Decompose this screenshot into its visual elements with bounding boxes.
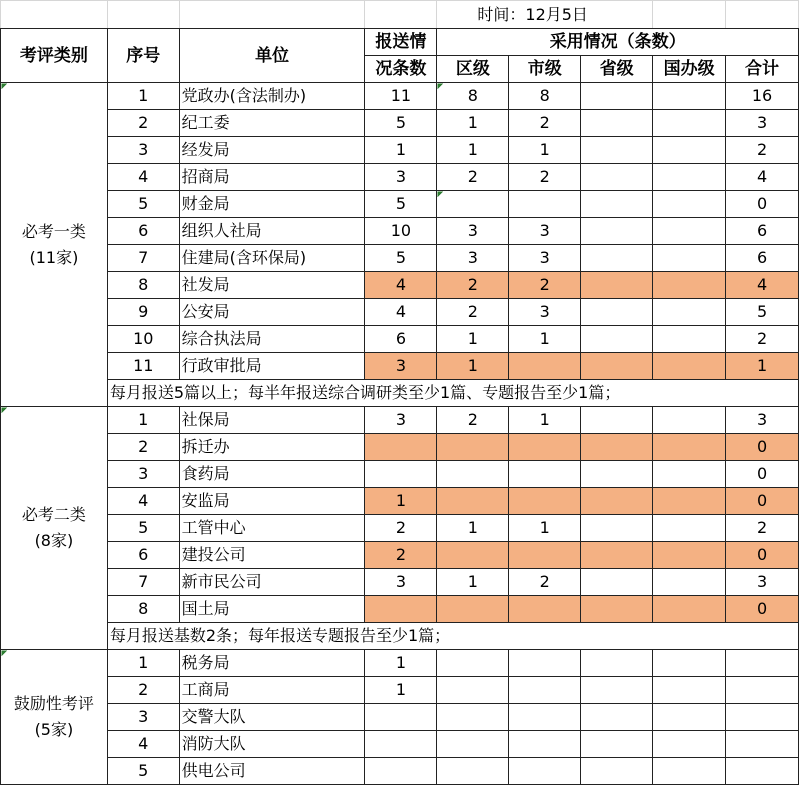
national-cell[interactable] — [653, 326, 726, 353]
cell[interactable] — [179, 1, 365, 29]
table-row — [1, 731, 799, 758]
city-cell[interactable]: 8 — [509, 83, 581, 110]
province-cell[interactable] — [581, 542, 653, 569]
seq-cell[interactable]: 6 — [107, 218, 179, 245]
city-cell[interactable]: 1 — [509, 407, 581, 434]
note-row — [1, 623, 799, 650]
province-cell[interactable] — [581, 299, 653, 326]
national-cell[interactable] — [653, 488, 726, 515]
table-row — [1, 272, 799, 299]
unit-cell[interactable]: 拆迁办 — [179, 434, 365, 461]
province-cell[interactable] — [581, 353, 653, 380]
district-cell[interactable] — [437, 677, 509, 704]
unit-cell[interactable]: 建投公司 — [179, 542, 365, 569]
national-cell[interactable] — [653, 245, 726, 272]
city-cell[interactable] — [509, 677, 581, 704]
district-cell[interactable]: 8 — [437, 83, 509, 110]
unit-cell[interactable]: 纪工委 — [179, 110, 365, 137]
report-cell[interactable]: 2 — [365, 542, 437, 569]
total-cell[interactable]: 1 — [726, 353, 799, 380]
total-cell[interactable] — [726, 758, 799, 785]
city-cell[interactable]: 3 — [509, 245, 581, 272]
city-cell[interactable]: 1 — [509, 515, 581, 542]
province-cell[interactable] — [581, 164, 653, 191]
seq-cell[interactable]: 8 — [107, 272, 179, 299]
total-cell[interactable]: 6 — [726, 245, 799, 272]
city-cell[interactable] — [509, 191, 581, 218]
district-cell[interactable]: 3 — [437, 245, 509, 272]
national-cell[interactable] — [653, 137, 726, 164]
table-row — [1, 299, 799, 326]
city-cell[interactable] — [509, 758, 581, 785]
national-cell[interactable] — [653, 677, 726, 704]
national-cell[interactable] — [653, 353, 726, 380]
seq-cell[interactable]: 5 — [107, 191, 179, 218]
header-city[interactable]: 市级 — [509, 56, 581, 83]
total-cell[interactable]: 5 — [726, 299, 799, 326]
province-cell[interactable] — [581, 110, 653, 137]
province-cell[interactable] — [581, 191, 653, 218]
national-cell[interactable] — [653, 110, 726, 137]
seq-cell[interactable]: 4 — [107, 164, 179, 191]
district-cell[interactable]: 2 — [437, 164, 509, 191]
category-name: 必考一类 — [21, 221, 86, 241]
table-row — [1, 488, 799, 515]
report-cell[interactable]: 1 — [365, 650, 437, 677]
seq-cell[interactable]: 1 — [107, 650, 179, 677]
report-cell[interactable]: 3 — [365, 164, 437, 191]
table-row — [1, 407, 799, 434]
total-cell[interactable]: 0 — [726, 488, 799, 515]
national-cell[interactable] — [653, 461, 726, 488]
table-row — [1, 758, 799, 785]
unit-cell[interactable]: 组织人社局 — [179, 218, 365, 245]
seq-cell[interactable]: 7 — [107, 245, 179, 272]
report-cell[interactable]: 4 — [365, 272, 437, 299]
header-unit[interactable]: 单位 — [179, 29, 365, 83]
table-row — [1, 542, 799, 569]
header-row-1 — [1, 29, 799, 56]
district-cell[interactable]: 2 — [437, 407, 509, 434]
unit-cell[interactable]: 安监局 — [179, 488, 365, 515]
header-national[interactable]: 国办级 — [653, 56, 726, 83]
national-cell[interactable] — [653, 704, 726, 731]
table-row — [1, 218, 799, 245]
district-cell[interactable]: 2 — [437, 272, 509, 299]
district-cell[interactable]: 1 — [437, 326, 509, 353]
total-cell[interactable] — [726, 731, 799, 758]
district-cell[interactable]: 1 — [437, 515, 509, 542]
unit-cell[interactable]: 经发局 — [179, 137, 365, 164]
national-cell[interactable] — [653, 164, 726, 191]
total-cell[interactable] — [726, 704, 799, 731]
cell[interactable] — [1, 1, 108, 29]
cell[interactable] — [726, 1, 799, 29]
district-cell[interactable] — [437, 461, 509, 488]
city-cell[interactable]: 3 — [509, 218, 581, 245]
total-cell[interactable] — [726, 650, 799, 677]
total-cell[interactable]: 0 — [726, 191, 799, 218]
seq-cell[interactable]: 7 — [107, 569, 179, 596]
report-cell[interactable]: 2 — [365, 515, 437, 542]
date-row — [1, 1, 799, 29]
national-cell[interactable] — [653, 596, 726, 623]
total-cell[interactable]: 4 — [726, 164, 799, 191]
report-cell[interactable]: 3 — [365, 569, 437, 596]
total-cell[interactable] — [726, 677, 799, 704]
report-cell[interactable] — [365, 731, 437, 758]
district-cell[interactable] — [437, 434, 509, 461]
city-cell[interactable]: 3 — [509, 299, 581, 326]
district-cell[interactable]: 1 — [437, 353, 509, 380]
district-cell[interactable]: 3 — [437, 218, 509, 245]
report-cell[interactable]: 6 — [365, 326, 437, 353]
national-cell[interactable] — [653, 569, 726, 596]
header-seq[interactable]: 序号 — [107, 29, 179, 83]
province-cell[interactable] — [581, 758, 653, 785]
table-row — [1, 704, 799, 731]
seq-cell[interactable]: 3 — [107, 704, 179, 731]
province-cell[interactable] — [581, 731, 653, 758]
table-row — [1, 191, 799, 218]
city-cell[interactable] — [509, 434, 581, 461]
seq-cell[interactable]: 3 — [107, 461, 179, 488]
total-cell[interactable]: 0 — [726, 461, 799, 488]
city-cell[interactable] — [509, 461, 581, 488]
seq-cell[interactable]: 9 — [107, 299, 179, 326]
province-cell[interactable] — [581, 650, 653, 677]
category-count: (11家) — [29, 247, 79, 267]
category-cell[interactable] — [1, 650, 108, 785]
province-cell[interactable] — [581, 245, 653, 272]
district-cell[interactable] — [437, 704, 509, 731]
national-cell[interactable] — [653, 407, 726, 434]
unit-cell[interactable]: 供电公司 — [179, 758, 365, 785]
province-cell[interactable] — [581, 434, 653, 461]
seq-cell[interactable]: 5 — [107, 758, 179, 785]
city-cell[interactable] — [509, 542, 581, 569]
total-cell[interactable]: 0 — [726, 596, 799, 623]
report-cell[interactable]: 11 — [365, 83, 437, 110]
cell[interactable] — [365, 1, 437, 29]
report-cell[interactable]: 3 — [365, 353, 437, 380]
table-row — [1, 326, 799, 353]
category-cell[interactable] — [1, 407, 108, 650]
province-cell[interactable] — [581, 326, 653, 353]
district-cell[interactable]: 1 — [437, 569, 509, 596]
national-cell[interactable] — [653, 758, 726, 785]
province-cell[interactable] — [581, 272, 653, 299]
seq-cell[interactable]: 1 — [107, 83, 179, 110]
total-cell[interactable]: 4 — [726, 272, 799, 299]
total-cell[interactable]: 2 — [726, 137, 799, 164]
seq-cell[interactable]: 6 — [107, 542, 179, 569]
unit-cell[interactable]: 工管中心 — [179, 515, 365, 542]
total-cell[interactable]: 2 — [726, 326, 799, 353]
province-cell[interactable] — [581, 407, 653, 434]
unit-cell[interactable]: 招商局 — [179, 164, 365, 191]
unit-cell[interactable]: 住建局(含环保局) — [179, 245, 365, 272]
national-cell[interactable] — [653, 218, 726, 245]
unit-cell[interactable]: 财金局 — [179, 191, 365, 218]
category-cell[interactable] — [1, 83, 108, 407]
city-cell[interactable] — [509, 650, 581, 677]
table-row — [1, 164, 799, 191]
seq-cell[interactable]: 5 — [107, 515, 179, 542]
unit-cell[interactable]: 工商局 — [179, 677, 365, 704]
requirement-note[interactable]: 每月报送5篇以上；每半年报送综合调研类至少1篇、专题报告至少1篇； — [107, 380, 798, 407]
report-cell[interactable]: 5 — [365, 191, 437, 218]
national-cell[interactable] — [653, 299, 726, 326]
cell[interactable] — [107, 1, 179, 29]
total-cell[interactable]: 3 — [726, 110, 799, 137]
total-cell[interactable]: 0 — [726, 542, 799, 569]
district-cell[interactable] — [437, 650, 509, 677]
report-cell[interactable]: 3 — [365, 407, 437, 434]
city-cell[interactable]: 2 — [509, 110, 581, 137]
table-row — [1, 515, 799, 542]
unit-cell[interactable]: 党政办(含法制办) — [179, 83, 365, 110]
seq-cell[interactable]: 2 — [107, 677, 179, 704]
table-row — [1, 83, 799, 110]
district-cell[interactable] — [437, 542, 509, 569]
category-count: (8家) — [34, 531, 74, 550]
table-row — [1, 353, 799, 380]
header-category[interactable]: 考评类别 — [1, 29, 108, 83]
total-cell[interactable]: 0 — [726, 434, 799, 461]
total-cell[interactable]: 16 — [726, 83, 799, 110]
category-name: 必考二类 — [21, 505, 86, 524]
city-cell[interactable] — [509, 704, 581, 731]
national-cell[interactable] — [653, 434, 726, 461]
national-cell[interactable] — [653, 83, 726, 110]
district-cell[interactable] — [437, 488, 509, 515]
cell[interactable] — [653, 1, 726, 29]
header-district[interactable]: 区级 — [437, 56, 509, 83]
province-cell[interactable] — [581, 569, 653, 596]
total-cell[interactable]: 3 — [726, 407, 799, 434]
unit-cell[interactable]: 交警大队 — [179, 704, 365, 731]
requirement-note[interactable]: 每月报送基数2条；每年报送专题报告至少1篇； — [107, 623, 798, 650]
city-cell[interactable]: 1 — [509, 326, 581, 353]
seq-cell[interactable]: 4 — [107, 731, 179, 758]
report-cell[interactable]: 5 — [365, 110, 437, 137]
district-cell[interactable] — [437, 758, 509, 785]
province-cell[interactable] — [581, 218, 653, 245]
header-report-line1[interactable]: 报送情 — [365, 29, 437, 56]
national-cell[interactable] — [653, 272, 726, 299]
national-cell[interactable] — [653, 542, 726, 569]
city-cell[interactable] — [509, 353, 581, 380]
table-row — [1, 245, 799, 272]
unit-cell[interactable]: 行政审批局 — [179, 353, 365, 380]
city-cell[interactable] — [509, 596, 581, 623]
unit-cell[interactable]: 税务局 — [179, 650, 365, 677]
city-cell[interactable]: 2 — [509, 272, 581, 299]
table-row — [1, 434, 799, 461]
header-province[interactable]: 省级 — [581, 56, 653, 83]
report-cell[interactable] — [365, 758, 437, 785]
province-cell[interactable] — [581, 488, 653, 515]
report-cell[interactable] — [365, 596, 437, 623]
province-cell[interactable] — [581, 461, 653, 488]
city-cell[interactable] — [509, 731, 581, 758]
unit-cell[interactable]: 公安局 — [179, 299, 365, 326]
category-name: 鼓励性考评 — [13, 694, 94, 713]
city-cell[interactable]: 2 — [509, 569, 581, 596]
national-cell[interactable] — [653, 191, 726, 218]
report-cell[interactable]: 5 — [365, 245, 437, 272]
table-row — [1, 137, 799, 164]
date-label[interactable]: 时间：12月5日 — [437, 1, 653, 29]
total-cell[interactable]: 3 — [726, 569, 799, 596]
seq-cell[interactable]: 3 — [107, 137, 179, 164]
table-row — [1, 677, 799, 704]
district-cell[interactable] — [437, 191, 509, 218]
district-cell[interactable]: 2 — [437, 299, 509, 326]
report-cell[interactable] — [365, 461, 437, 488]
seq-cell[interactable]: 2 — [107, 110, 179, 137]
table-row — [1, 110, 799, 137]
district-cell[interactable]: 1 — [437, 137, 509, 164]
total-cell[interactable]: 2 — [726, 515, 799, 542]
table-row — [1, 569, 799, 596]
unit-cell[interactable]: 食药局 — [179, 461, 365, 488]
report-cell[interactable] — [365, 704, 437, 731]
header-total[interactable]: 合计 — [726, 56, 799, 83]
header-report-line2[interactable]: 况条数 — [365, 56, 437, 83]
seq-cell[interactable]: 4 — [107, 488, 179, 515]
unit-cell[interactable]: 综合执法局 — [179, 326, 365, 353]
national-cell[interactable] — [653, 650, 726, 677]
category-count: (5家) — [34, 720, 74, 739]
seq-cell[interactable]: 8 — [107, 596, 179, 623]
province-cell[interactable] — [581, 596, 653, 623]
unit-cell[interactable]: 社保局 — [179, 407, 365, 434]
note-row — [1, 380, 799, 407]
unit-cell[interactable]: 社发局 — [179, 272, 365, 299]
national-cell[interactable] — [653, 515, 726, 542]
report-cell[interactable]: 1 — [365, 137, 437, 164]
report-cell[interactable]: 4 — [365, 299, 437, 326]
unit-cell[interactable]: 国土局 — [179, 596, 365, 623]
seq-cell[interactable]: 2 — [107, 434, 179, 461]
seq-cell[interactable]: 1 — [107, 407, 179, 434]
city-cell[interactable]: 2 — [509, 164, 581, 191]
seq-cell[interactable]: 11 — [107, 353, 179, 380]
district-cell[interactable]: 1 — [437, 110, 509, 137]
table-row — [1, 650, 799, 677]
province-cell[interactable] — [581, 515, 653, 542]
province-cell[interactable] — [581, 677, 653, 704]
report-cell[interactable]: 1 — [365, 677, 437, 704]
province-cell[interactable] — [581, 704, 653, 731]
province-cell[interactable] — [581, 83, 653, 110]
header-adoption[interactable]: 采用情况（条数） — [437, 29, 799, 56]
seq-cell[interactable]: 10 — [107, 326, 179, 353]
city-cell[interactable] — [509, 488, 581, 515]
report-cell[interactable] — [365, 434, 437, 461]
district-cell[interactable] — [437, 731, 509, 758]
unit-cell[interactable]: 消防大队 — [179, 731, 365, 758]
city-cell[interactable]: 1 — [509, 137, 581, 164]
district-cell[interactable] — [437, 596, 509, 623]
table-row — [1, 596, 799, 623]
table-row — [1, 461, 799, 488]
unit-cell[interactable]: 新市民公司 — [179, 569, 365, 596]
report-cell[interactable]: 10 — [365, 218, 437, 245]
total-cell[interactable]: 6 — [726, 218, 799, 245]
report-cell[interactable]: 1 — [365, 488, 437, 515]
province-cell[interactable] — [581, 137, 653, 164]
national-cell[interactable] — [653, 731, 726, 758]
